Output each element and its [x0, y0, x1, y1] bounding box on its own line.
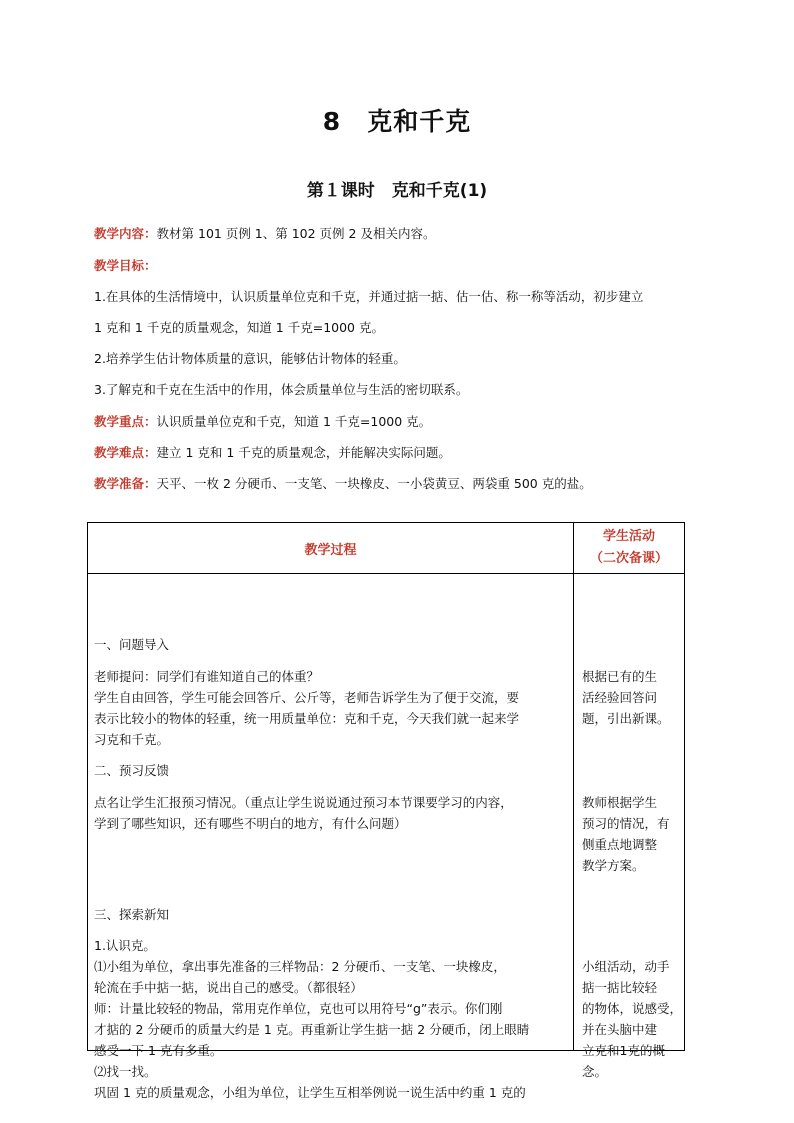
difficulty-label: 教学难点： — [94, 445, 157, 460]
activity-line: 侧重点地调整 — [582, 837, 658, 852]
process-line: 习克和千克。 — [94, 732, 170, 747]
process-line: 二、预习反馈 — [94, 763, 170, 778]
key-point-line — [94, 414, 431, 430]
difficulty-line — [94, 445, 451, 461]
activity-line: 的物体，说感受， — [582, 1001, 683, 1016]
process-line: 老师提问：同学们有谁知道自己的体重？ — [94, 669, 320, 684]
goal-2: 2.培养学生估计物体质量的意识，能够估计物体的轻重。 — [94, 351, 406, 366]
teaching-content-line — [94, 226, 435, 242]
goal-3: 3.了解克和千克在生活中的作用，体会质量单位与生活的密切联系。 — [94, 382, 469, 397]
key-point-text: 认识质量单位克和千克，知道 1 千克=1000 克。 — [156, 414, 432, 429]
header-side-line-2: （二次备课） — [589, 551, 668, 566]
activity-line: 根据已有的生 — [582, 669, 658, 684]
header-student-activity — [574, 523, 685, 574]
activity-line: 活经验回答问 — [582, 690, 658, 705]
process-line: 一、问题导入 — [94, 637, 170, 652]
process-line: 轮流在手中掂一掂，说出自己的感受。（都很轻） — [94, 980, 363, 995]
preparation-text: 天平、一枚 2 分硬币、一支笔、一块橡皮、一小袋黄豆、两袋重 500 克的盐。 — [156, 476, 592, 491]
student-activity-cell — [574, 574, 685, 1079]
process-line: 三、探索新知 — [94, 907, 170, 922]
lesson-title: 第１课时 克和千克(1) — [306, 181, 488, 201]
process-line: 点名让学生汇报预习情况。（重点让学生说说通过预习本节课要学习的内容， — [94, 795, 513, 810]
teaching-process-table — [87, 522, 685, 1100]
table-header-row — [88, 523, 685, 574]
process-cell — [88, 574, 574, 1100]
process-line: 学到了哪些知识，还有哪些不明白的地方，有什么问题） — [94, 816, 407, 831]
goal-1-line-1: 1.在具体的生活情境中，认识质量单位克和千克，并通过掂一掂、估一估、称一称等活动，初步建立 — [94, 289, 644, 304]
teaching-goals-heading — [94, 258, 157, 274]
header-side-line-1: 学生活动 — [602, 529, 655, 544]
process-line: 感受一下 1 克有多重。 — [94, 1043, 223, 1058]
process-line: 巩固 1 克的质量观念，小组为单位，让学生互相举例说一说生活中约重 1 克的 — [94, 1085, 526, 1100]
process-line: 表示比较小的物体的轻重，统一用质量单位：克和千克，今天我们就一起来学 — [94, 711, 520, 726]
activity-line: 小组活动，动手 — [582, 959, 670, 974]
activity-line: 教学方案。 — [582, 858, 645, 873]
activity-line: 掂一掂比较轻 — [582, 980, 658, 995]
activity-line: 并在头脑中建 — [582, 1022, 658, 1037]
process-line: ⑴小组为单位，拿出事先准备的三样物品：2 分硬币、一支笔、一块橡皮， — [94, 959, 506, 974]
activity-line: 预习的情况，有 — [582, 816, 670, 831]
preparation-label: 教学准备： — [94, 476, 157, 491]
activity-line: 立克和1克的概 — [582, 1043, 665, 1058]
header-teaching-process: 教学过程 — [88, 523, 574, 574]
teaching-content-label: 教学内容： — [94, 226, 157, 241]
activity-line: 题，引出新课。 — [582, 711, 670, 726]
teaching-content-text: 教材第 101 页例 1、第 102 页例 2 及相关内容。 — [156, 226, 436, 241]
difficulty-text: 建立 1 克和 1 千克的质量观念，并能解决实际问题。 — [156, 445, 451, 460]
activity-line: 教师根据学生 — [582, 795, 658, 810]
teaching-goals-label: 教学目标： — [94, 258, 157, 273]
activity-line: 念。 — [582, 1064, 608, 1079]
table-body-row — [88, 574, 685, 1051]
process-line: 学生自由回答，学生可能会回答斤、公斤等，老师告诉学生为了便于交流，要 — [94, 690, 520, 705]
process-line: 1.认识克。 — [94, 938, 156, 953]
chapter-title: 8 克和千克 — [322, 107, 472, 136]
preparation-line — [94, 476, 592, 492]
process-line: 师：计量比较轻的物品，常用克作单位，克也可以用符号“g”表示。你们刚 — [94, 1001, 503, 1016]
key-point-label: 教学重点： — [94, 414, 157, 429]
process-line: 才掂的 2 分硬币的质量大约是 1 克。再重新让学生掂一掂 2 分硬币，闭上眼睛 — [94, 1022, 530, 1037]
goal-1-line-2: 1 克和 1 千克的质量观念，知道 1 千克=1000 克。 — [94, 320, 384, 335]
process-line: ⑵找一找。 — [94, 1064, 157, 1079]
